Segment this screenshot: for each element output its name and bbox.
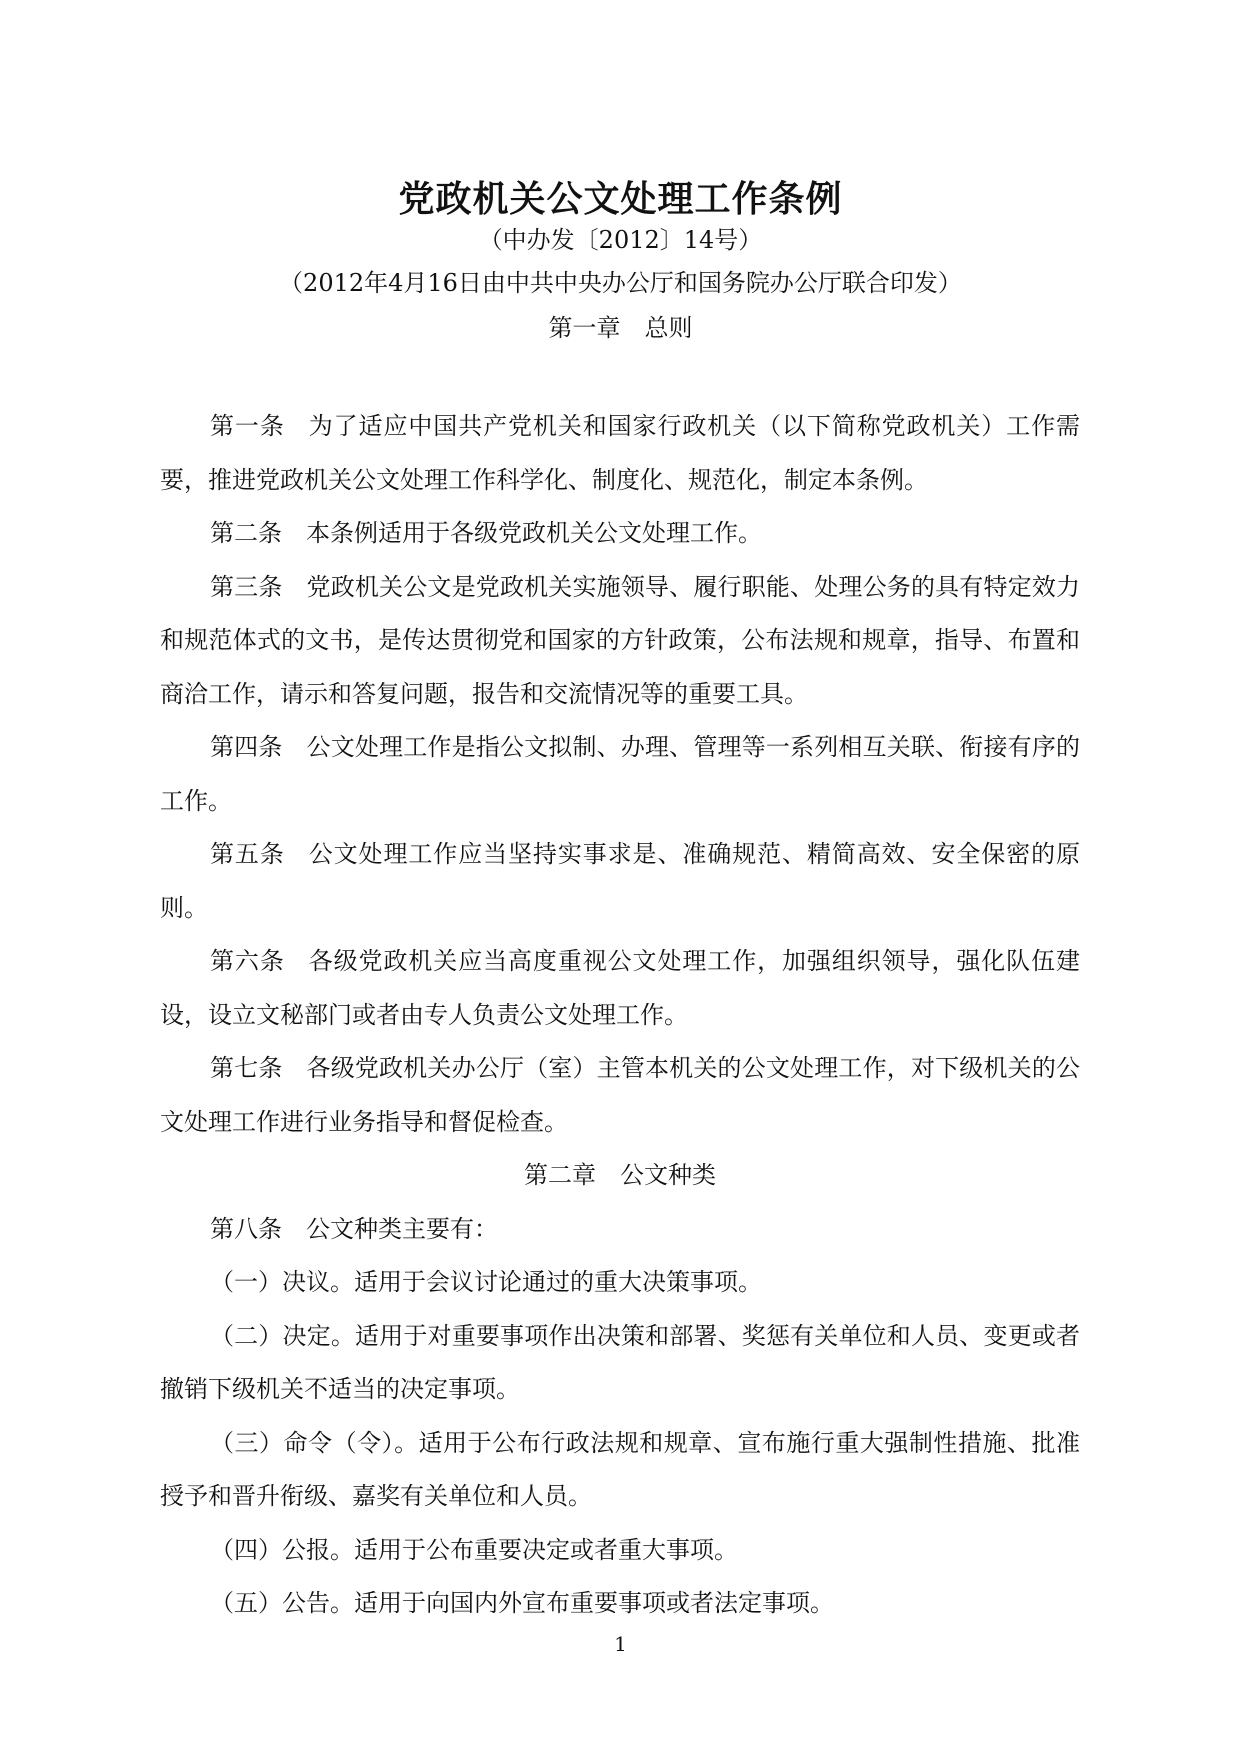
article-7 [160, 1042, 1080, 1149]
article-6-label: 第六条 [210, 947, 285, 975]
article-8 [160, 1203, 1080, 1257]
article-6 [160, 935, 1080, 1042]
article-4 [160, 721, 1080, 828]
chapter-1-heading: 第一章 总则 [548, 314, 693, 342]
article-8-text: 公文种类主要有： [306, 1214, 498, 1243]
list-item-communique: （四）公报。适用于公布重要决定或者重大事项。 [210, 1535, 738, 1564]
list-item-resolution: （一）决议。适用于会议讨论通过的重大决策事项。 [210, 1268, 762, 1296]
article-6-text: 各级党政机关应当高度重视公文处理工作，加强组织领导，强化队伍建设，设立文秘部门或者由专人负责公文处理工作。 [160, 947, 1081, 1029]
article-7-label: 第七条 [210, 1054, 283, 1082]
article-2-label: 第二条 [210, 519, 282, 547]
article-5-text: 公文处理工作应当坚持实事求是、准确规范、精简高效、安全保密的原则。 [160, 840, 1081, 922]
list-item-announcement: （五）公告。适用于向国内外宣布重要事项或者法定事项。 [210, 1589, 834, 1617]
article-4-label: 第四条 [210, 733, 283, 761]
article-2-text: 本条例适用于各级党政机关公文处理工作。 [306, 519, 762, 547]
article-3-label: 第三条 [210, 572, 283, 601]
chapter-2-heading: 第二章 公文种类 [524, 1161, 716, 1189]
article-4-text: 公文处理工作是指公文拟制、办理、管理等一系列相互关联、衔接有序的工作。 [160, 733, 1080, 815]
article-1-label: 第一条 [210, 412, 285, 440]
article-7-text: 各级党政机关办公厅（室）主管本机关的公文处理工作，对下级机关的公文处理工作进行业务指导和督促检查。 [160, 1054, 1080, 1136]
document-title: 党政机关公文处理工作条例 [398, 178, 843, 220]
document-body [160, 400, 1080, 1631]
article-5-label: 第五条 [210, 840, 285, 868]
page-number: 1 [614, 1632, 627, 1656]
article-3-text: 党政机关公文是党政机关实施领导、履行职能、处理公务的具有特定效力和规范体式的文书，是传达贯彻党和国家的方针政策，公布法规和规章，指导、布置和商洽工作，请示和答复问题，报告和交流情况等的重要工具。 [160, 572, 1080, 708]
article-8-label: 第八条 [210, 1214, 282, 1243]
list-item-order: （三）命令（令）。适用于公布行政法规和规章、宣布施行重大强制性措施、批准授予和晋升衔级、嘉奖有关单位和人员。 [160, 1428, 1080, 1510]
article-5 [160, 828, 1080, 935]
list-item-decision: （二）决定。适用于对重要事项作出决策和部署、奖惩有关单位和人员、变更或者撤销下级机关不适当的决定事项。 [160, 1321, 1080, 1403]
article-3 [160, 561, 1080, 722]
article-1-text: 为了适应中国共产党机关和国家行政机关（以下简称党政机关）工作需要，推进党政机关公文处理工作科学化、制度化、规范化，制定本条例。 [160, 412, 1081, 494]
issuance-note: （2012年4月16日由中共中央办公厅和国务院办公厅联合印发） [279, 269, 962, 297]
document-number: （中办发〔2012〕14号） [478, 226, 763, 254]
article-1 [160, 400, 1080, 507]
article-2 [160, 507, 1080, 561]
